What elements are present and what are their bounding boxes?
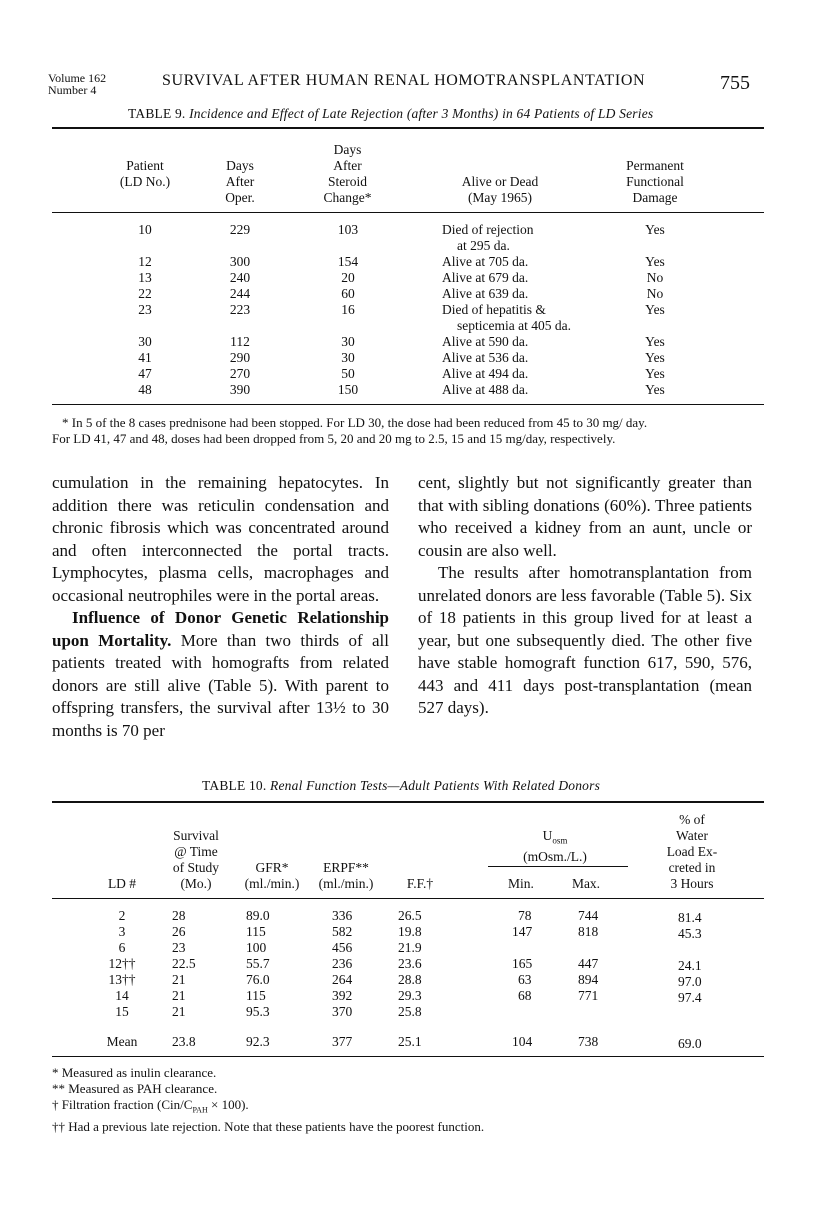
t10-ff: 29.3 (398, 988, 422, 1003)
table9-label: TABLE 9. (128, 106, 186, 121)
table9-header-rule (52, 212, 764, 213)
t10-min: 68 (518, 988, 532, 1003)
table10-header-rule (52, 898, 764, 899)
t10-ff: 25.1 (398, 1034, 422, 1049)
t9-ld: 30 (138, 334, 152, 349)
t10-header-water: % of Water Load Ex- creted in 3 Hours (666, 812, 718, 891)
t9-oper: 112 (230, 334, 250, 349)
t10-header-survival: Survival @ Time of Study (Mo.) (172, 828, 220, 891)
table9-title: Incidence and Effect of Late Rejection (after 3 Months) in 64 Patients of LD Series (189, 106, 654, 121)
t10-water: 97.4 (678, 990, 702, 1005)
page-number: 755 (720, 72, 750, 94)
t9-damage: No (646, 270, 664, 285)
t9-damage: Yes (645, 350, 665, 365)
t10-ld: 14 (115, 988, 129, 1003)
t10-water: 97.0 (678, 974, 702, 989)
table10-footnotes: * Measured as inulin clearance. ** Measured as PAH clearance. † Filtration fraction $(Cin/C_{PAH} \times 100)$. †† Had a previous late rejection. Note that these patients have the poorest function. (52, 1065, 485, 1134)
t10-min: 78 (518, 908, 532, 923)
t9-damage: Yes (645, 366, 665, 381)
section-heading: Influence of Donor Genetic Relationship upon Mortality. (52, 608, 389, 650)
t10-ff: 26.5 (398, 908, 422, 923)
t9-ld: 23 (138, 302, 152, 317)
t10-survival: 26 (172, 924, 186, 939)
t9-steroid: 16 (341, 302, 355, 317)
t9-oper: 300 (229, 254, 251, 269)
t10-survival: 23 (172, 940, 186, 955)
t10-header-min: Min. (508, 876, 534, 891)
t9-header-damage: Permanent Functional Damage (626, 158, 684, 205)
t9-status: Alive at 590 da. (442, 334, 529, 349)
t10-ld: 13†† (108, 972, 136, 987)
t10-survival: 23.8 (172, 1034, 196, 1049)
t9-oper: 270 (229, 366, 251, 381)
t9-damage: Yes (645, 254, 665, 269)
t9-steroid: 50 (341, 366, 355, 381)
t9-ld: 10 (138, 222, 152, 237)
t10-max: 744 (578, 908, 599, 923)
t10-water: 24.1 (678, 958, 702, 973)
t10-survival: 21 (172, 988, 186, 1003)
t10-gfr: 100 (246, 940, 267, 955)
t10-ff: 21.9 (398, 940, 422, 955)
t9-ld: 48 (138, 382, 152, 397)
t10-header-ff: F.F.† (406, 876, 434, 891)
t10-min: 63 (518, 972, 532, 987)
t10-header-ld: LD # (107, 876, 137, 891)
t9-oper: 390 (229, 382, 251, 397)
t10-gfr: 95.3 (246, 1004, 270, 1019)
t10-ld: 15 (115, 1004, 129, 1019)
t9-header-patient: Patient (LD No.) (119, 158, 171, 189)
t9-header-days-oper: Days After Oper. (225, 158, 255, 205)
t9-header-days-steroid: Days After Steroid Change* (323, 142, 372, 205)
t10-ff: 23.6 (398, 956, 422, 971)
t9-ld: 13 (138, 270, 152, 285)
t9-damage: Yes (645, 302, 665, 317)
t9-oper: 240 (229, 270, 251, 285)
t10-water: 81.4 (678, 910, 702, 925)
t10-erpf: 264 (332, 972, 353, 987)
t10-max: 447 (578, 956, 599, 971)
t9-oper: 229 (229, 222, 251, 237)
t10-max: 818 (578, 924, 599, 939)
t9-steroid: 154 (337, 254, 359, 269)
volume-info (48, 72, 106, 96)
table10-title: Renal Function Tests—Adult Patients With Related Donors (270, 778, 601, 793)
t10-gfr: 76.0 (246, 972, 270, 987)
issue-number: Number 4 (48, 83, 97, 97)
t10-gfr: 115 (246, 924, 266, 939)
t10-header-uosm: $U_{osm}$ (mOsm./L.) (523, 828, 587, 864)
t9-status: Died of hepatitis & septicemia at 405 da. (442, 302, 571, 333)
paragraph: cent, slightly but not significantly greater than that with sibling donations (60%). Three patients who received a kidney from an aunt, uncle or cousin are also well. (418, 473, 752, 560)
t10-header-erpf: ERPF** (ml./min.) (318, 860, 374, 891)
table10-bottom-rule (52, 1056, 764, 1057)
t10-ld: 3 (118, 924, 126, 939)
table10-label: TABLE 10. (202, 778, 267, 793)
t10-erpf: 370 (332, 1004, 353, 1019)
t9-status: Died of rejection at 295 da. (442, 222, 534, 253)
t9-status: Alive at 705 da. (442, 254, 529, 269)
t10-max: 771 (578, 988, 599, 1003)
table9-footnote: * In 5 of the 8 cases prednisone had been stopped. For LD 30, the dose had been reduced from 45 to 30 mg/ day. For LD 41, 47 and 48, doses had been dropped from 5, 20 and 20 mg to 2.5, 15 and 15 mg/day, respectively. (52, 415, 648, 446)
table9-bottom-rule (52, 404, 764, 405)
t9-oper: 223 (229, 302, 251, 317)
t9-ld: 47 (138, 366, 152, 381)
t9-damage: Yes (645, 382, 665, 397)
paragraph: Influence of Donor Genetic Relationship upon Mortality. More than two thirds of all patients treated with homografts from related donors are still alive (Table 5). With parent to offspring transfers, the survival after 13½ to 30 months is 70 per (52, 608, 389, 740)
t10-header-gfr: GFR* (ml./min.) (244, 860, 300, 891)
t10-gfr: 89.0 (246, 908, 270, 923)
t10-water: 45.3 (678, 926, 702, 941)
t10-gfr: 92.3 (246, 1034, 270, 1049)
t9-steroid: 30 (341, 350, 355, 365)
t9-steroid: 60 (341, 286, 355, 301)
volume: Volume 162 (48, 71, 107, 85)
t10-header-max: Max. (571, 876, 601, 891)
t9-status: Alive at 536 da. (442, 350, 529, 365)
t10-survival: 28 (172, 908, 186, 923)
t10-survival: 22.5 (172, 956, 196, 971)
t10-ld: 12†† (108, 956, 136, 971)
t10-erpf: 236 (332, 956, 353, 971)
t10-mean-label: Mean (106, 1034, 138, 1049)
table10-caption (202, 778, 600, 794)
t10-ff: 25.8 (398, 1004, 422, 1019)
t10-erpf: 377 (332, 1034, 353, 1049)
t9-damage: No (646, 286, 664, 301)
t9-damage: Yes (645, 334, 665, 349)
t10-survival: 21 (172, 972, 186, 987)
t10-ld: 6 (118, 940, 126, 955)
t10-erpf: 336 (332, 908, 353, 923)
t10-ff: 19.8 (398, 924, 422, 939)
t10-min: 147 (512, 924, 533, 939)
t9-status: Alive at 679 da. (442, 270, 529, 285)
paragraph: cumulation in the remaining hepatocytes. In addition there was reticulin condensation and chronic fibrosis which was concentrated around and often interconnected the portal tracts. Lymphocytes, plasma cells, macrophages and occasional neutrophiles were in the portal areas. (52, 473, 389, 605)
t9-ld: 41 (138, 350, 152, 365)
t10-erpf: 392 (332, 988, 353, 1003)
t10-water: 69.0 (678, 1036, 702, 1051)
running-title: SURVIVAL AFTER HUMAN RENAL HOMOTRANSPLANTATION (162, 72, 646, 89)
t9-steroid: 20 (341, 270, 355, 285)
t9-oper: 290 (229, 350, 251, 365)
body-column-left (52, 472, 389, 742)
t10-erpf: 582 (332, 924, 353, 939)
t9-status: Alive at 488 da. (442, 382, 529, 397)
t10-uosm-rule (488, 866, 628, 867)
t10-ff: 28.8 (398, 972, 422, 987)
t10-survival: 21 (172, 1004, 186, 1019)
t10-max: 738 (578, 1034, 599, 1049)
t10-erpf: 456 (332, 940, 353, 955)
t10-min: 104 (512, 1034, 533, 1049)
t9-ld: 22 (138, 286, 152, 301)
paragraph: The results after homotransplantation from unrelated donors are less favorable (Table 5). Six of 18 patients in this group lived for at least a year, but one subsequently died. The other five have stable homograft function 617, 590, 576, 443 and 411 days post-transplantation (mean 527 days). (418, 563, 752, 717)
t10-gfr: 55.7 (246, 956, 270, 971)
t10-min: 165 (512, 956, 533, 971)
table9-caption (128, 106, 653, 122)
t10-max: 894 (578, 972, 599, 987)
table10-top-rule (52, 801, 764, 803)
t10-gfr: 115 (246, 988, 266, 1003)
t9-status: Alive at 639 da. (442, 286, 529, 301)
t9-status: Alive at 494 da. (442, 366, 529, 381)
t10-ld: 2 (118, 908, 126, 923)
t9-damage: Yes (645, 222, 665, 237)
body-column-right (418, 472, 752, 720)
t9-ld: 12 (138, 254, 152, 269)
t9-steroid: 103 (337, 222, 359, 237)
t9-steroid: 30 (341, 334, 355, 349)
table9-top-rule (52, 127, 764, 129)
t9-oper: 244 (229, 286, 251, 301)
t9-steroid: 150 (337, 382, 359, 397)
t9-header-alive: Alive or Dead (May 1965) (461, 174, 539, 205)
